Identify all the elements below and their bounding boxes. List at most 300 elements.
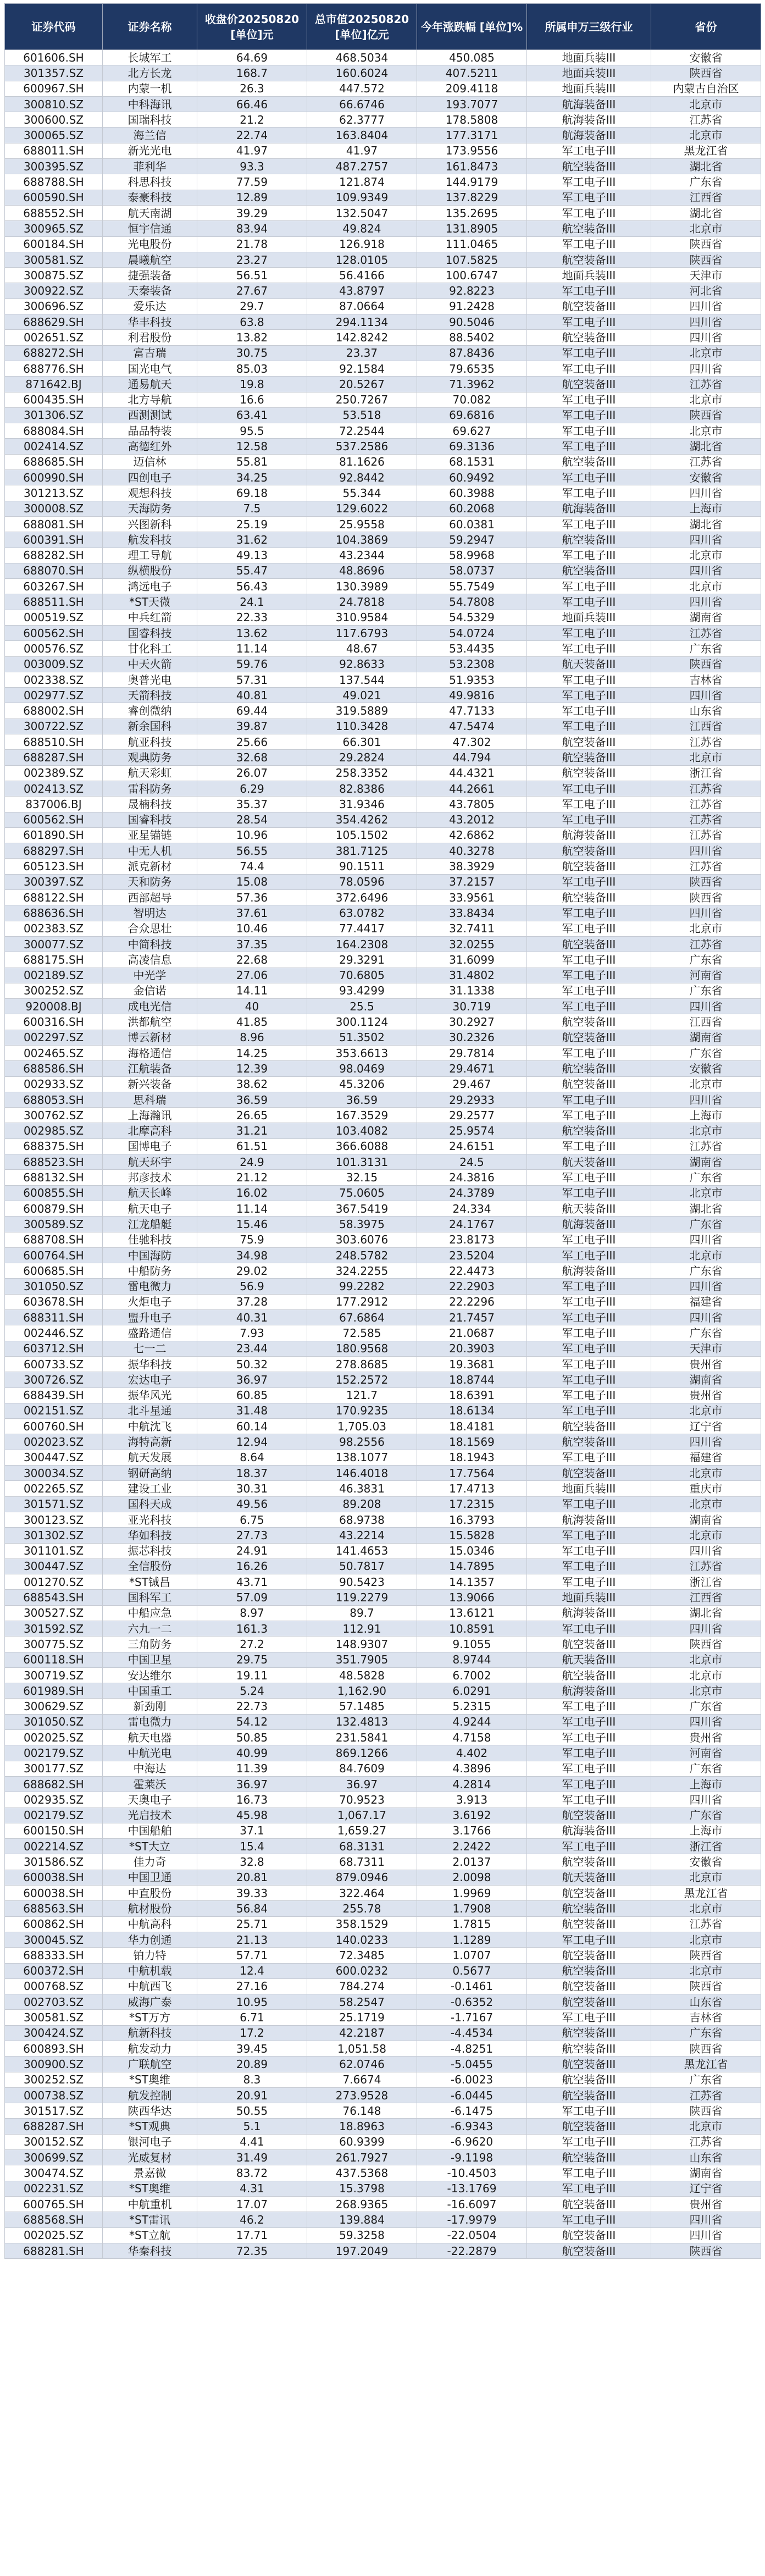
cell-province[interactable]: 江西省 — [651, 190, 761, 205]
cell-code[interactable]: 301101.SZ — [5, 1543, 103, 1558]
cell-name[interactable]: 天箭科技 — [103, 688, 197, 703]
cell-ytd-change[interactable]: 23.8173 — [417, 1232, 527, 1247]
cell-market-cap[interactable]: 231.5841 — [307, 1730, 417, 1745]
cell-ytd-change[interactable]: 5.2315 — [417, 1699, 527, 1714]
cell-code[interactable]: 000576.SZ — [5, 641, 103, 656]
table-row[interactable] — [5, 2010, 761, 2025]
cell-code[interactable]: 688311.SH — [5, 1310, 103, 1325]
cell-close-price[interactable]: 27.73 — [197, 1528, 307, 1543]
cell-code[interactable]: 002338.SZ — [5, 672, 103, 687]
cell-ytd-change[interactable]: 24.5 — [417, 1154, 527, 1170]
table-row[interactable] — [5, 1247, 761, 1263]
cell-ytd-change[interactable]: 29.2577 — [417, 1108, 527, 1123]
cell-ytd-change[interactable]: 10.8591 — [417, 1621, 527, 1636]
cell-close-price[interactable]: 29.7 — [197, 298, 307, 314]
cell-name[interactable]: 北方长龙 — [103, 65, 197, 81]
table-row[interactable] — [5, 2227, 761, 2243]
cell-close-price[interactable]: 40.99 — [197, 1745, 307, 1761]
cell-market-cap[interactable]: 49.824 — [307, 221, 417, 236]
cell-industry[interactable]: 军工电子III — [527, 983, 651, 998]
cell-code[interactable]: 600879.SH — [5, 1201, 103, 1216]
cell-industry[interactable]: 航空装备III — [527, 1466, 651, 1481]
cell-ytd-change[interactable]: 31.6099 — [417, 952, 527, 968]
cell-province[interactable]: 四川省 — [651, 1792, 761, 1807]
cell-industry[interactable]: 航空装备III — [527, 2243, 651, 2258]
cell-province[interactable]: 安徽省 — [651, 50, 761, 65]
cell-province[interactable]: 江西省 — [651, 718, 761, 734]
cell-industry[interactable]: 航空装备III — [527, 532, 651, 548]
cell-close-price[interactable]: 60.14 — [197, 1419, 307, 1434]
cell-province[interactable]: 江苏省 — [651, 2087, 761, 2103]
cell-industry[interactable]: 航空装备III — [527, 1076, 651, 1092]
cell-close-price[interactable]: 27.16 — [197, 1978, 307, 1994]
cell-market-cap[interactable]: 77.4417 — [307, 921, 417, 936]
cell-market-cap[interactable]: 55.344 — [307, 485, 417, 501]
cell-ytd-change[interactable]: -1.7167 — [417, 2010, 527, 2025]
cell-industry[interactable]: 航天装备III — [527, 1870, 651, 1885]
cell-industry[interactable]: 军工电子III — [527, 1730, 651, 1745]
cell-province[interactable]: 北京市 — [651, 1496, 761, 1512]
table-row[interactable] — [5, 1217, 761, 1232]
cell-industry[interactable]: 军工电子III — [527, 1247, 651, 1263]
cell-name[interactable]: 中航光电 — [103, 1745, 197, 1761]
cell-ytd-change[interactable]: 69.6816 — [417, 407, 527, 423]
table-row[interactable] — [5, 377, 761, 392]
cell-close-price[interactable]: 4.41 — [197, 2134, 307, 2149]
cell-industry[interactable]: 军工电子III — [527, 2212, 651, 2227]
cell-province[interactable]: 北京市 — [651, 1123, 761, 1138]
cell-province[interactable]: 北京市 — [651, 1667, 761, 1683]
table-row[interactable] — [5, 1201, 761, 1216]
cell-market-cap[interactable]: 105.1502 — [307, 827, 417, 843]
cell-market-cap[interactable]: 32.15 — [307, 1170, 417, 1185]
cell-industry[interactable]: 航空装备III — [527, 2227, 651, 2243]
cell-code[interactable]: 688272.SH — [5, 345, 103, 361]
cell-name[interactable]: 睿创微纳 — [103, 703, 197, 718]
cell-code[interactable]: 301050.SZ — [5, 1279, 103, 1294]
cell-name[interactable]: 航新科技 — [103, 2025, 197, 2041]
table-row[interactable] — [5, 1574, 761, 1590]
cell-province[interactable]: 四川省 — [651, 2227, 761, 2243]
cell-ytd-change[interactable]: 6.0291 — [417, 1683, 527, 1699]
cell-province[interactable]: 陕西省 — [651, 890, 761, 905]
cell-market-cap[interactable]: 121.7 — [307, 1387, 417, 1403]
cell-ytd-change[interactable]: 51.9353 — [417, 672, 527, 687]
cell-name[interactable]: 中无人机 — [103, 843, 197, 859]
cell-ytd-change[interactable]: 29.7814 — [417, 1046, 527, 1061]
cell-industry[interactable]: 军工电子III — [527, 968, 651, 983]
cell-province[interactable]: 天津市 — [651, 268, 761, 283]
table-row[interactable] — [5, 1932, 761, 1947]
table-row[interactable] — [5, 1652, 761, 1667]
cell-province[interactable]: 北京市 — [651, 2119, 761, 2134]
cell-market-cap[interactable]: 68.7311 — [307, 1854, 417, 1870]
cell-province[interactable]: 北京市 — [651, 423, 761, 439]
cell-name[interactable]: 北方导航 — [103, 392, 197, 407]
cell-ytd-change[interactable]: 54.0724 — [417, 625, 527, 640]
cell-code[interactable]: 600435.SH — [5, 392, 103, 407]
cell-market-cap[interactable]: 278.8685 — [307, 1356, 417, 1372]
cell-market-cap[interactable]: 15.3798 — [307, 2181, 417, 2196]
cell-province[interactable]: 北京市 — [651, 1932, 761, 1947]
cell-ytd-change[interactable]: -9.1198 — [417, 2150, 527, 2165]
cell-industry[interactable]: 地面兵装III — [527, 65, 651, 81]
cell-code[interactable]: 600855.SH — [5, 1185, 103, 1201]
cell-industry[interactable]: 军工电子III — [527, 1232, 651, 1247]
cell-close-price[interactable]: 31.48 — [197, 1403, 307, 1418]
cell-name[interactable]: 航天电器 — [103, 1730, 197, 1745]
table-row[interactable] — [5, 1138, 761, 1154]
cell-market-cap[interactable]: 98.0469 — [307, 1061, 417, 1076]
cell-market-cap[interactable]: 110.3428 — [307, 718, 417, 734]
cell-name[interactable]: 中国卫星 — [103, 1652, 197, 1667]
cell-industry[interactable]: 军工电子III — [527, 688, 651, 703]
cell-name[interactable]: 宏达电子 — [103, 1372, 197, 1387]
cell-name[interactable]: 中天火箭 — [103, 656, 197, 672]
cell-close-price[interactable]: 46.2 — [197, 2212, 307, 2227]
cell-province[interactable]: 陕西省 — [651, 656, 761, 672]
cell-name[interactable]: 中科海讯 — [103, 96, 197, 112]
header-industry[interactable]: 所属申万三级行业 — [527, 4, 651, 50]
table-row[interactable] — [5, 1185, 761, 1201]
table-row[interactable] — [5, 812, 761, 827]
table-row[interactable] — [5, 268, 761, 283]
cell-name[interactable]: 中航沈飞 — [103, 1419, 197, 1434]
cell-code[interactable]: 688543.SH — [5, 1590, 103, 1605]
cell-close-price[interactable]: 43.71 — [197, 1574, 307, 1590]
table-row[interactable] — [5, 2087, 761, 2103]
cell-ytd-change[interactable]: 1.0707 — [417, 1948, 527, 1963]
cell-province[interactable]: 湖南省 — [651, 610, 761, 625]
cell-market-cap[interactable]: 294.1134 — [307, 314, 417, 330]
cell-ytd-change[interactable]: 21.0687 — [417, 1325, 527, 1341]
cell-market-cap[interactable]: 128.0105 — [307, 252, 417, 267]
cell-province[interactable]: 黑龙江省 — [651, 143, 761, 158]
cell-ytd-change[interactable]: -22.0504 — [417, 2227, 527, 2243]
cell-name[interactable]: 盟升电子 — [103, 1310, 197, 1325]
table-row[interactable] — [5, 1714, 761, 1729]
cell-market-cap[interactable]: 160.6024 — [307, 65, 417, 81]
table-row[interactable] — [5, 532, 761, 548]
table-row[interactable] — [5, 797, 761, 812]
cell-close-price[interactable]: 24.9 — [197, 1154, 307, 1170]
cell-market-cap[interactable]: 63.0782 — [307, 905, 417, 921]
cell-code[interactable]: 002651.SZ — [5, 330, 103, 345]
cell-industry[interactable]: 航空装备III — [527, 2041, 651, 2057]
cell-province[interactable]: 北京市 — [651, 1963, 761, 1978]
cell-ytd-change[interactable]: 60.2068 — [417, 501, 527, 516]
cell-market-cap[interactable]: 93.4299 — [307, 983, 417, 998]
cell-code[interactable]: 002025.SZ — [5, 2227, 103, 2243]
cell-close-price[interactable]: 10.46 — [197, 921, 307, 936]
cell-province[interactable]: 北京市 — [651, 96, 761, 112]
cell-name[interactable]: 海兰信 — [103, 128, 197, 143]
cell-province[interactable]: 四川省 — [651, 330, 761, 345]
cell-name[interactable]: 北斗星通 — [103, 1403, 197, 1418]
cell-province[interactable]: 四川省 — [651, 1092, 761, 1107]
cell-market-cap[interactable]: 82.8386 — [307, 781, 417, 796]
cell-name[interactable]: 航天电子 — [103, 1201, 197, 1216]
cell-ytd-change[interactable]: 4.2814 — [417, 1776, 527, 1792]
cell-province[interactable]: 上海市 — [651, 501, 761, 516]
cell-industry[interactable]: 军工电子III — [527, 1325, 651, 1341]
cell-province[interactable]: 广东省 — [651, 1699, 761, 1714]
cell-ytd-change[interactable]: 1.9969 — [417, 1886, 527, 1901]
cell-ytd-change[interactable]: 15.0346 — [417, 1543, 527, 1558]
cell-industry[interactable]: 军工电子III — [527, 921, 651, 936]
cell-code[interactable]: 300810.SZ — [5, 96, 103, 112]
cell-province[interactable]: 陕西省 — [651, 407, 761, 423]
cell-close-price[interactable]: 12.4 — [197, 1963, 307, 1978]
cell-market-cap[interactable]: 437.5368 — [307, 2165, 417, 2181]
cell-name[interactable]: 盛路通信 — [103, 1325, 197, 1341]
cell-name[interactable]: 霍莱沃 — [103, 1776, 197, 1792]
cell-industry[interactable]: 军工电子III — [527, 641, 651, 656]
cell-close-price[interactable]: 6.71 — [197, 2010, 307, 2025]
cell-province[interactable]: 四川省 — [651, 688, 761, 703]
table-row[interactable] — [5, 1061, 761, 1076]
cell-industry[interactable]: 航空装备III — [527, 252, 651, 267]
cell-name[interactable]: 航发动力 — [103, 2041, 197, 2057]
cell-ytd-change[interactable]: 137.8229 — [417, 190, 527, 205]
cell-close-price[interactable]: 31.62 — [197, 532, 307, 548]
cell-market-cap[interactable]: 59.3258 — [307, 2227, 417, 2243]
cell-ytd-change[interactable]: -6.0445 — [417, 2087, 527, 2103]
cell-market-cap[interactable]: 109.9349 — [307, 190, 417, 205]
table-row[interactable] — [5, 594, 761, 610]
cell-industry[interactable]: 地面兵装III — [527, 268, 651, 283]
table-row[interactable] — [5, 330, 761, 345]
cell-name[interactable]: 国睿科技 — [103, 812, 197, 827]
cell-name[interactable]: 鸿远电子 — [103, 579, 197, 594]
cell-province[interactable]: 山东省 — [651, 2150, 761, 2165]
cell-name[interactable]: 国光电气 — [103, 361, 197, 376]
cell-ytd-change[interactable]: 100.6747 — [417, 268, 527, 283]
cell-name[interactable]: 甘化科工 — [103, 641, 197, 656]
table-row[interactable] — [5, 656, 761, 672]
cell-market-cap[interactable]: 353.6613 — [307, 1046, 417, 1061]
cell-close-price[interactable]: 22.74 — [197, 128, 307, 143]
cell-market-cap[interactable]: 146.4018 — [307, 1466, 417, 1481]
table-row[interactable] — [5, 1886, 761, 1901]
cell-market-cap[interactable]: 76.148 — [307, 2103, 417, 2119]
cell-close-price[interactable]: 63.41 — [197, 407, 307, 423]
cell-name[interactable]: 爱乐达 — [103, 298, 197, 314]
cell-market-cap[interactable]: 351.7905 — [307, 1652, 417, 1667]
cell-province[interactable]: 北京市 — [651, 1185, 761, 1201]
cell-code[interactable]: 688682.SH — [5, 1776, 103, 1792]
cell-ytd-change[interactable]: 450.085 — [417, 50, 527, 65]
cell-code[interactable]: 300395.SZ — [5, 159, 103, 174]
cell-code[interactable]: 301050.SZ — [5, 1714, 103, 1729]
cell-ytd-change[interactable]: 33.9561 — [417, 890, 527, 905]
cell-industry[interactable]: 军工电子III — [527, 1372, 651, 1387]
cell-code[interactable]: 600733.SZ — [5, 1356, 103, 1372]
cell-province[interactable]: 吉林省 — [651, 672, 761, 687]
cell-ytd-change[interactable]: 1.7815 — [417, 1916, 527, 1932]
cell-code[interactable]: 002446.SZ — [5, 1325, 103, 1341]
cell-close-price[interactable]: 30.75 — [197, 345, 307, 361]
cell-code[interactable]: 300719.SZ — [5, 1667, 103, 1683]
cell-name[interactable]: 海格通信 — [103, 1046, 197, 1061]
cell-code[interactable]: 688175.SH — [5, 952, 103, 968]
cell-close-price[interactable]: 31.21 — [197, 1123, 307, 1138]
cell-province[interactable]: 陕西省 — [651, 1978, 761, 1994]
cell-close-price[interactable]: 45.98 — [197, 1807, 307, 1823]
cell-market-cap[interactable]: 57.1485 — [307, 1699, 417, 1714]
cell-ytd-change[interactable]: 193.7077 — [417, 96, 527, 112]
cell-market-cap[interactable]: 99.2282 — [307, 1279, 417, 1294]
cell-close-price[interactable]: 50.85 — [197, 1730, 307, 1745]
cell-name[interactable]: 安达维尔 — [103, 1667, 197, 1683]
cell-ytd-change[interactable]: 21.7457 — [417, 1310, 527, 1325]
cell-code[interactable]: 688629.SH — [5, 314, 103, 330]
cell-name[interactable]: 航天彩虹 — [103, 765, 197, 781]
table-row[interactable] — [5, 2103, 761, 2119]
cell-code[interactable]: 600038.SH — [5, 1870, 103, 1885]
cell-ytd-change[interactable]: 24.334 — [417, 1201, 527, 1216]
cell-ytd-change[interactable]: 135.2695 — [417, 205, 527, 220]
cell-industry[interactable]: 军工电子III — [527, 283, 651, 298]
table-row[interactable] — [5, 983, 761, 998]
cell-market-cap[interactable]: 132.4813 — [307, 1714, 417, 1729]
cell-ytd-change[interactable]: 47.5474 — [417, 718, 527, 734]
cell-name[interactable]: 振芯科技 — [103, 1543, 197, 1558]
cell-industry[interactable]: 军工电子III — [527, 2134, 651, 2149]
cell-close-price[interactable]: 37.28 — [197, 1294, 307, 1309]
cell-close-price[interactable]: 26.3 — [197, 81, 307, 96]
cell-industry[interactable]: 航空装备III — [527, 1978, 651, 1994]
cell-code[interactable]: 688439.SH — [5, 1387, 103, 1403]
cell-ytd-change[interactable]: 4.3896 — [417, 1761, 527, 1776]
cell-province[interactable]: 江苏省 — [651, 1558, 761, 1574]
cell-ytd-change[interactable]: -4.4534 — [417, 2025, 527, 2041]
cell-ytd-change[interactable]: 16.3793 — [417, 1512, 527, 1527]
cell-market-cap[interactable]: 25.1719 — [307, 2010, 417, 2025]
cell-ytd-change[interactable]: 144.9179 — [417, 174, 527, 190]
cell-ytd-change[interactable]: 177.3171 — [417, 128, 527, 143]
table-row[interactable] — [5, 252, 761, 267]
cell-name[interactable]: 国瑞科技 — [103, 112, 197, 128]
cell-close-price[interactable]: 25.66 — [197, 734, 307, 750]
table-row[interactable] — [5, 1854, 761, 1870]
cell-industry[interactable]: 军工电子III — [527, 1839, 651, 1854]
cell-market-cap[interactable]: 7.6674 — [307, 2072, 417, 2087]
cell-name[interactable]: 中国重工 — [103, 1683, 197, 1699]
cell-close-price[interactable]: 31.49 — [197, 2150, 307, 2165]
cell-ytd-change[interactable]: 92.8223 — [417, 283, 527, 298]
cell-ytd-change[interactable]: 6.7002 — [417, 1667, 527, 1683]
cell-close-price[interactable]: 21.12 — [197, 1170, 307, 1185]
cell-ytd-change[interactable]: 14.7895 — [417, 1558, 527, 1574]
cell-code[interactable]: 688375.SH — [5, 1138, 103, 1154]
cell-province[interactable]: 辽宁省 — [651, 2181, 761, 2196]
cell-ytd-change[interactable]: 2.0137 — [417, 1854, 527, 1870]
cell-market-cap[interactable]: 68.9738 — [307, 1512, 417, 1527]
cell-code[interactable]: 688011.SH — [5, 143, 103, 158]
cell-close-price[interactable]: 56.43 — [197, 579, 307, 594]
cell-industry[interactable]: 军工电子III — [527, 1496, 651, 1512]
cell-industry[interactable]: 航空装备III — [527, 843, 651, 859]
cell-ytd-change[interactable]: 18.6134 — [417, 1403, 527, 1418]
cell-code[interactable]: 300397.SZ — [5, 874, 103, 889]
cell-market-cap[interactable]: 261.7927 — [307, 2150, 417, 2165]
cell-name[interactable]: 思科瑞 — [103, 1092, 197, 1107]
cell-close-price[interactable]: 5.1 — [197, 2119, 307, 2134]
cell-industry[interactable]: 军工电子III — [527, 1092, 651, 1107]
cell-close-price[interactable]: 37.35 — [197, 936, 307, 952]
table-row[interactable] — [5, 2196, 761, 2212]
cell-industry[interactable]: 军工电子III — [527, 1279, 651, 1294]
table-row[interactable] — [5, 96, 761, 112]
cell-name[interactable]: 雷科防务 — [103, 781, 197, 796]
table-row[interactable] — [5, 423, 761, 439]
cell-name[interactable]: 邦彦技术 — [103, 1170, 197, 1185]
cell-province[interactable]: 安徽省 — [651, 1061, 761, 1076]
cell-market-cap[interactable]: 139.884 — [307, 2212, 417, 2227]
cell-market-cap[interactable]: 117.6793 — [307, 625, 417, 640]
cell-code[interactable]: 002465.SZ — [5, 1046, 103, 1061]
cell-market-cap[interactable]: 303.6076 — [307, 1232, 417, 1247]
cell-industry[interactable]: 军工电子III — [527, 423, 651, 439]
cell-ytd-change[interactable]: 60.0381 — [417, 516, 527, 532]
cell-ytd-change[interactable]: 47.302 — [417, 734, 527, 750]
cell-ytd-change[interactable]: 22.4473 — [417, 1263, 527, 1279]
cell-code[interactable]: 600990.SH — [5, 470, 103, 485]
cell-ytd-change[interactable]: 87.8436 — [417, 345, 527, 361]
table-row[interactable] — [5, 439, 761, 454]
cell-province[interactable]: 上海市 — [651, 1776, 761, 1792]
cell-province[interactable]: 安徽省 — [651, 1854, 761, 1870]
cell-industry[interactable]: 航空装备III — [527, 454, 651, 469]
cell-market-cap[interactable]: 72.3485 — [307, 1948, 417, 1963]
cell-province[interactable]: 四川省 — [651, 594, 761, 610]
cell-close-price[interactable]: 28.54 — [197, 812, 307, 827]
cell-ytd-change[interactable]: 53.4435 — [417, 641, 527, 656]
cell-industry[interactable]: 军工电子III — [527, 1761, 651, 1776]
cell-code[interactable]: 688282.SH — [5, 548, 103, 563]
table-row[interactable] — [5, 1123, 761, 1138]
cell-market-cap[interactable]: 1,659.27 — [307, 1823, 417, 1838]
cell-market-cap[interactable]: 148.9307 — [307, 1637, 417, 1652]
table-row[interactable] — [5, 81, 761, 96]
cell-code[interactable]: 002389.SZ — [5, 765, 103, 781]
cell-name[interactable]: *ST雷讯 — [103, 2212, 197, 2227]
cell-close-price[interactable]: 16.73 — [197, 1792, 307, 1807]
cell-province[interactable]: 广东省 — [651, 1807, 761, 1823]
cell-market-cap[interactable]: 324.2255 — [307, 1263, 417, 1279]
cell-code[interactable]: 300696.SZ — [5, 298, 103, 314]
cell-industry[interactable]: 航空装备III — [527, 2119, 651, 2134]
cell-industry[interactable]: 军工电子III — [527, 1356, 651, 1372]
cell-close-price[interactable]: 60.85 — [197, 1387, 307, 1403]
cell-market-cap[interactable]: 72.2544 — [307, 423, 417, 439]
cell-ytd-change[interactable]: 2.0098 — [417, 1870, 527, 1885]
table-row[interactable] — [5, 1745, 761, 1761]
cell-province[interactable]: 北京市 — [651, 579, 761, 594]
cell-close-price[interactable]: 24.1 — [197, 594, 307, 610]
cell-market-cap[interactable]: 92.8633 — [307, 656, 417, 672]
cell-industry[interactable]: 军工电子III — [527, 516, 651, 532]
cell-market-cap[interactable]: 89.7 — [307, 1605, 417, 1621]
table-row[interactable] — [5, 1776, 761, 1792]
cell-market-cap[interactable]: 48.67 — [307, 641, 417, 656]
table-row[interactable] — [5, 1294, 761, 1309]
cell-ytd-change[interactable]: 44.4321 — [417, 765, 527, 781]
cell-name[interactable]: 六九一二 — [103, 1621, 197, 1636]
cell-name[interactable]: 合众思壮 — [103, 921, 197, 936]
cell-close-price[interactable]: 36.97 — [197, 1372, 307, 1387]
